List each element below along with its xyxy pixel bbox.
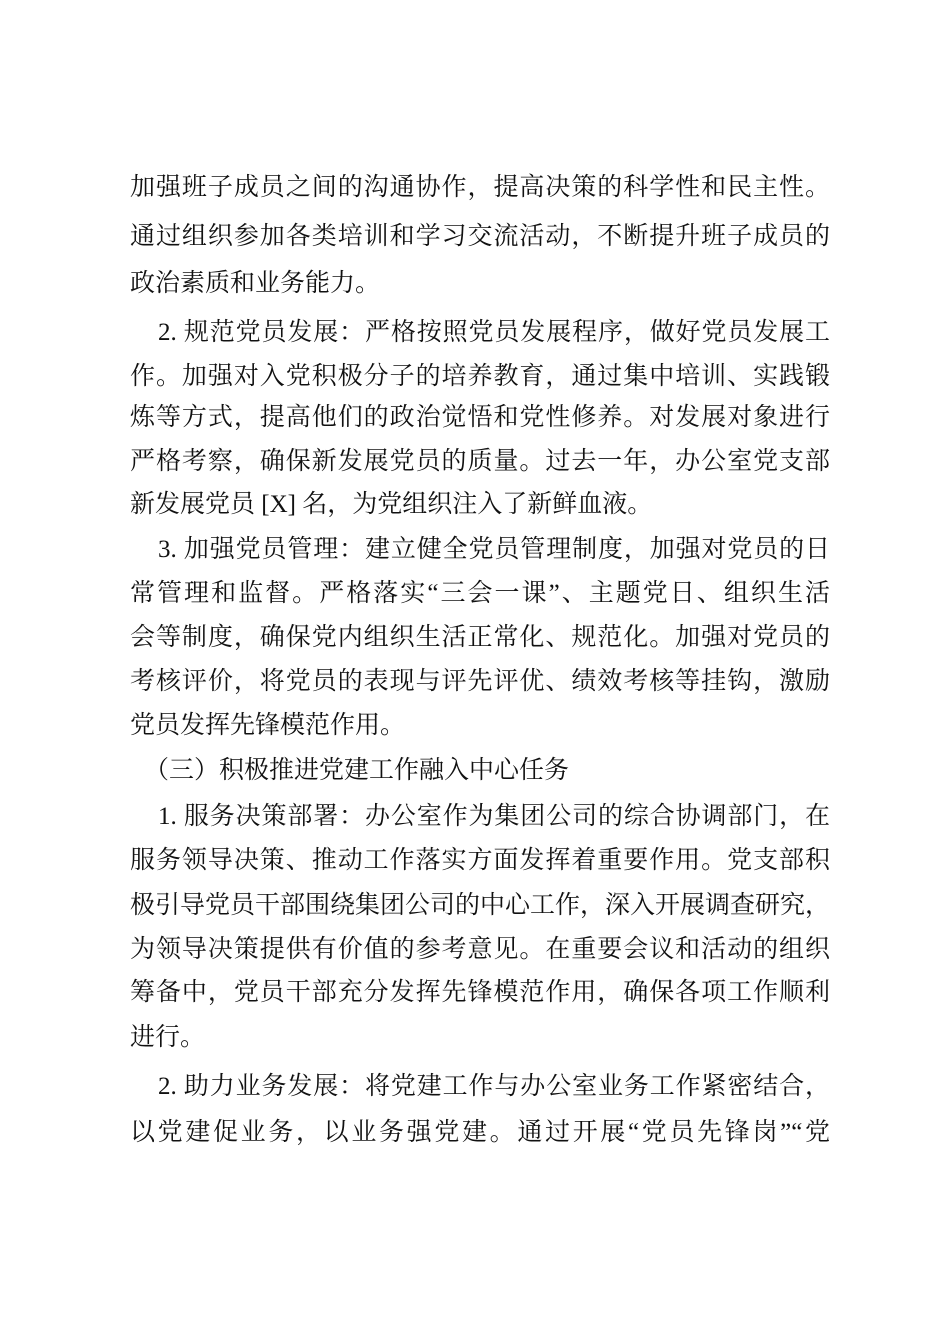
text-line: 1. 服务决策部署：办公室作为集团公司的综合协调部门，在 (158, 803, 830, 830)
text-line: 会等制度，确保党内组织生活正常化、规范化。加强对党员的 (130, 624, 830, 651)
text-line: 考核评价，将党员的表现与评先评优、绩效考核等挂钩，激励 (130, 668, 830, 695)
text-line: 为领导决策提供有价值的参考意见。在重要会议和活动的组织 (130, 936, 830, 963)
text-line: 3. 加强党员管理：建立健全党员管理制度，加强对党员的日 (158, 536, 830, 563)
text-line: 筹备中，党员干部充分发挥先锋模范作用，确保各项工作顺利 (130, 979, 830, 1006)
text-line: 严格考察，确保新发展党员的质量。过去一年，办公室党支部 (130, 448, 830, 475)
text-line: 党员发挥先锋模范作用。 (130, 712, 406, 739)
text-line: 通过组织参加各类培训和学习交流活动，不断提升班子成员的 (130, 223, 830, 250)
text-line: 2. 助力业务发展：将党建工作与办公室业务工作紧密结合， (158, 1073, 830, 1100)
text-line: 炼等方式，提高他们的政治觉悟和党性修养。对发展对象进行 (130, 404, 830, 431)
text-line: 新发展党员 [X] 名，为党组织注入了新鲜血液。 (130, 491, 653, 518)
text-line: 极引导党员干部围绕集团公司的中心工作，深入开展调查研究， (130, 892, 831, 919)
text-line: 政治素质和业务能力。 (130, 270, 381, 297)
text-line: 常管理和监督。严格落实“三会一课”、主题党日、组织生活 (130, 580, 830, 607)
text-line: 作。加强对入党积极分子的培养教育，通过集中培训、实践锻 (130, 363, 830, 390)
text-line: 以党建促业务，以业务强党建。通过开展“党员先锋岗”“党 (130, 1119, 830, 1146)
text-line: 加强班子成员之间的沟通协作，提高决策的科学性和民主性。 (130, 174, 830, 201)
text-line: 进行。 (130, 1024, 206, 1051)
text-line: 服务领导决策、推动工作落实方面发挥着重要作用。党支部积 (130, 847, 830, 874)
text-line: 2. 规范党员发展：严格按照党员发展程序，做好党员发展工 (158, 319, 830, 346)
section-heading: （三）积极推进党建工作融入中心任务 (144, 757, 570, 784)
